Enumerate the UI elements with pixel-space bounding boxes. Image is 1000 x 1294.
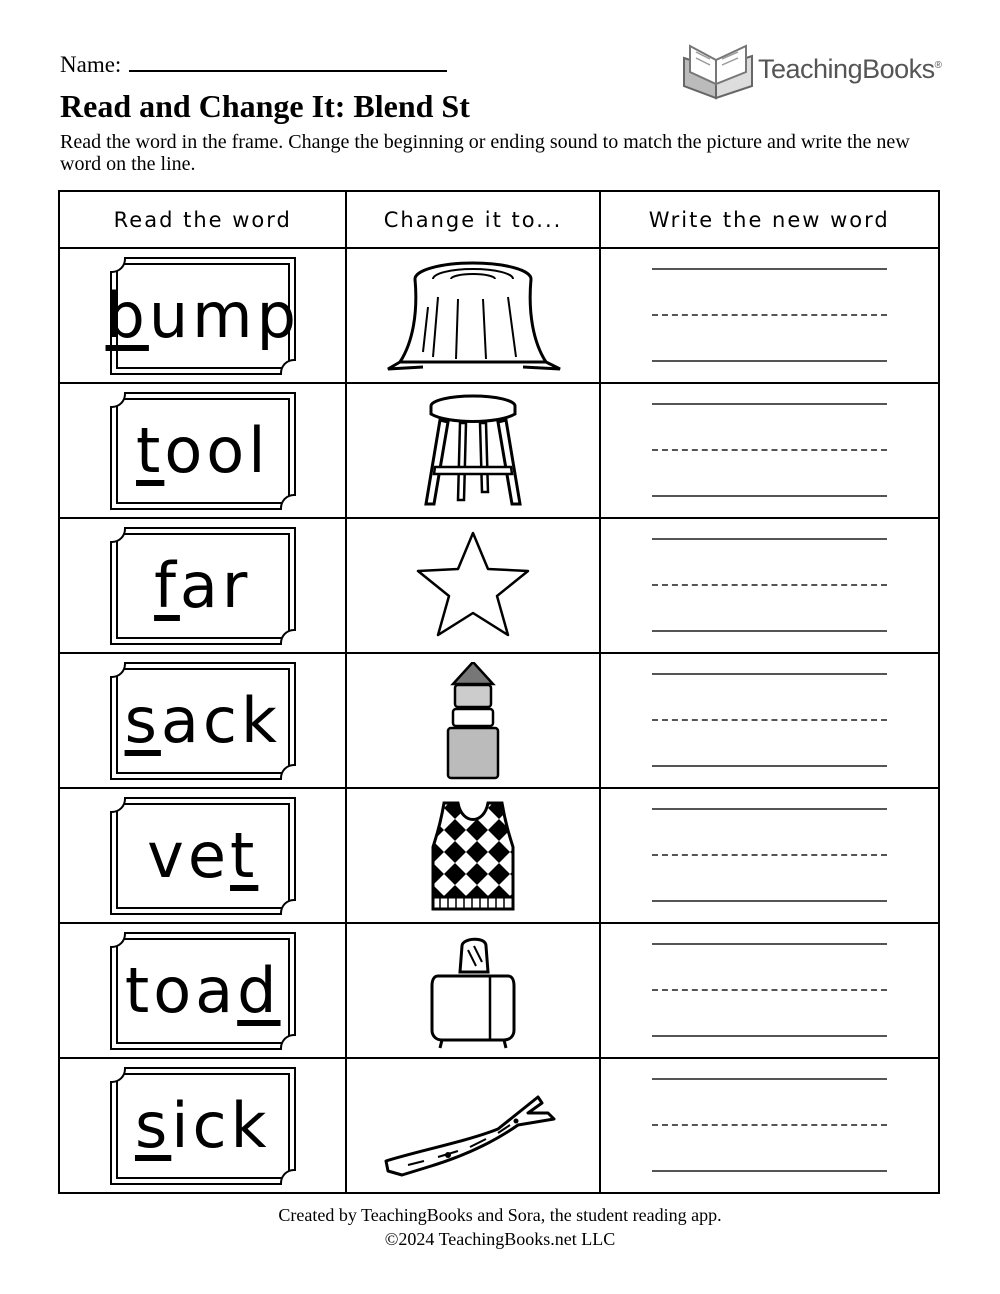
- word-cell: [59, 653, 346, 788]
- base-line: [652, 630, 887, 632]
- underlined-letter: t: [136, 414, 165, 487]
- handwriting-lines[interactable]: [652, 1076, 887, 1176]
- top-line: [652, 403, 887, 405]
- dashed-midline: [652, 314, 887, 316]
- dashed-midline: [652, 1124, 887, 1126]
- word-part: ve: [147, 819, 230, 892]
- word-cell: [59, 1058, 346, 1193]
- dashed-midline: [652, 854, 887, 856]
- footer-credit: Created by TeachingBooks and Sora, the student reading app.: [278, 1205, 722, 1225]
- handwriting-lines[interactable]: [652, 401, 887, 501]
- header-write-word: Write the new word: [600, 191, 939, 248]
- stool-icon: [378, 392, 568, 510]
- word-part: ool: [164, 414, 270, 487]
- tree-stump-icon: [378, 257, 568, 375]
- table-row: [59, 248, 939, 383]
- underlined-letter: s: [134, 1089, 172, 1162]
- writing-cell: [600, 383, 939, 518]
- handwriting-lines[interactable]: [652, 671, 887, 771]
- top-line: [652, 538, 887, 540]
- word-cell: [59, 383, 346, 518]
- base-line: [652, 495, 887, 497]
- toaster-icon: [378, 932, 568, 1050]
- dashed-midline: [652, 989, 887, 991]
- word: [136, 414, 269, 487]
- word: [135, 1089, 271, 1162]
- picture-cell: [346, 788, 599, 923]
- underlined-letter: t: [230, 819, 259, 892]
- top-line: [652, 673, 887, 675]
- writing-cell: [600, 1058, 939, 1193]
- registered-mark: ®: [934, 60, 942, 71]
- dashed-midline: [652, 719, 887, 721]
- table-row: [59, 653, 939, 788]
- top-line: [652, 1078, 887, 1080]
- picture-cell: [346, 1058, 599, 1193]
- table-row: [59, 383, 939, 518]
- word-cell: [59, 788, 346, 923]
- book-icon: [680, 38, 760, 100]
- word-cell: [59, 518, 346, 653]
- word-part: ump: [148, 279, 300, 352]
- word: [106, 279, 300, 352]
- word-frame: [110, 392, 296, 510]
- base-line: [652, 1035, 887, 1037]
- teachingbooks-logo: [680, 38, 945, 100]
- word-frame: [110, 662, 296, 780]
- word-frame: [110, 797, 296, 915]
- word-part: ack: [160, 684, 281, 757]
- word: [125, 684, 281, 757]
- header-read-word: Read the word: [59, 191, 346, 248]
- writing-cell: [600, 653, 939, 788]
- footer-copyright: ©2024 TeachingBooks.net LLC: [384, 1229, 616, 1249]
- word-part: ar: [179, 549, 252, 622]
- writing-cell: [600, 923, 939, 1058]
- header-row: [59, 191, 939, 248]
- picture-cell: [346, 518, 599, 653]
- star-icon: [378, 527, 568, 645]
- page-title: Read and Change It: Blend St: [60, 88, 470, 124]
- writing-cell: [600, 248, 939, 383]
- picture-cell: [346, 923, 599, 1058]
- underlined-letter: f: [154, 549, 180, 622]
- word-frame: [110, 932, 296, 1050]
- picture-cell: [346, 248, 599, 383]
- word-part: toa: [124, 954, 238, 1027]
- handwriting-lines[interactable]: [652, 806, 887, 906]
- writing-cell: [600, 518, 939, 653]
- picture-cell: [346, 383, 599, 518]
- instructions: Read the word in the frame. Change the beginning or ending sound to match the picture and write the new word on the line.: [60, 131, 910, 175]
- word-part: ick: [171, 1089, 271, 1162]
- base-line: [652, 360, 887, 362]
- stick-icon: [378, 1067, 568, 1185]
- logo-text: TeachingBooks: [758, 54, 935, 84]
- top-line: [652, 808, 887, 810]
- table-row: [59, 518, 939, 653]
- block-stack-icon: [378, 662, 568, 780]
- name-field[interactable]: [129, 48, 447, 72]
- handwriting-lines[interactable]: [652, 941, 887, 1041]
- handwriting-lines[interactable]: [652, 536, 887, 636]
- handwriting-lines[interactable]: [652, 266, 887, 366]
- top-line: [652, 268, 887, 270]
- underlined-letter: b: [105, 279, 149, 352]
- worksheet-table: [58, 190, 940, 1194]
- sweater-vest-icon: [378, 797, 568, 915]
- writing-cell: [600, 788, 939, 923]
- header-change-it: Change it to...: [346, 191, 599, 248]
- name-label: Name:: [60, 52, 122, 77]
- underlined-letter: d: [237, 954, 281, 1027]
- dashed-midline: [652, 584, 887, 586]
- base-line: [652, 900, 887, 902]
- base-line: [652, 765, 887, 767]
- dashed-midline: [652, 449, 887, 451]
- word-frame: [110, 527, 296, 645]
- table-row: [59, 788, 939, 923]
- word-frame: [105, 257, 300, 375]
- word: [125, 954, 281, 1027]
- word: [147, 819, 258, 892]
- top-line: [652, 943, 887, 945]
- word: [154, 549, 251, 622]
- word-cell: [59, 248, 346, 383]
- picture-cell: [346, 653, 599, 788]
- name-row: [60, 48, 447, 78]
- word-frame: [110, 1067, 296, 1185]
- base-line: [652, 1170, 887, 1172]
- table-row: [59, 1058, 939, 1193]
- underlined-letter: s: [124, 684, 161, 757]
- word-cell: [59, 923, 346, 1058]
- table-row: [59, 923, 939, 1058]
